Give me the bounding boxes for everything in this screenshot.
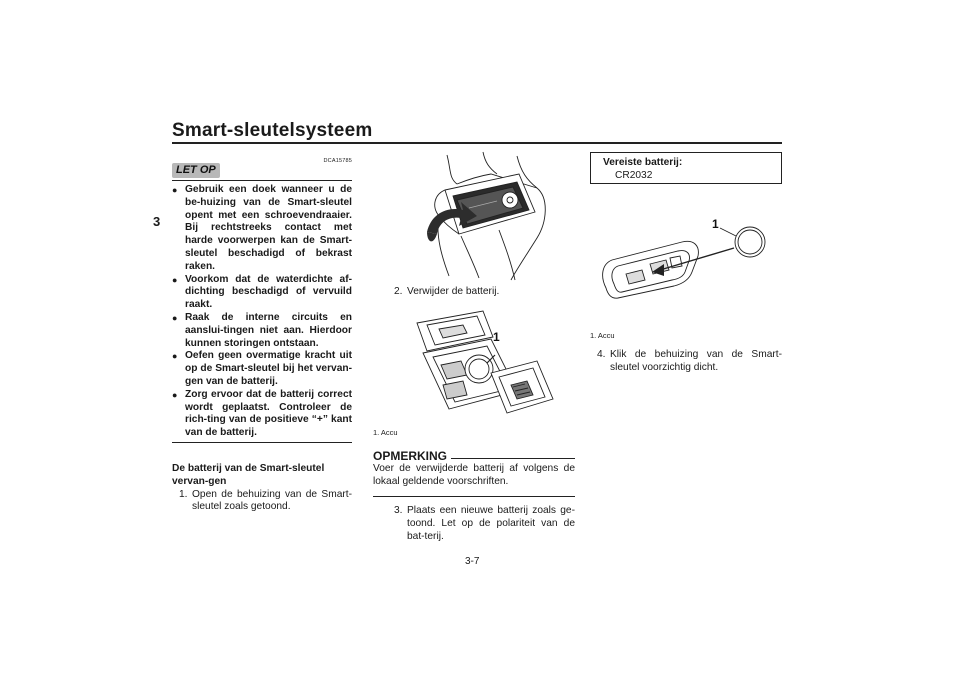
column-left [172,155,352,514]
battery-insert-icon [590,206,782,326]
step-text: Open de behuizing van de Smart-sleutel zoals getoond. [192,488,352,513]
remove-battery-illustration [387,303,575,425]
notice-header [172,155,352,181]
note-title: OPMERKING [373,448,448,463]
notice-list [172,184,352,440]
spec-box [590,152,782,184]
open-key-case-icon [387,303,575,425]
open-case-illustration [387,150,575,282]
notice-badge: LET OP [172,163,220,178]
notice-item: ● Zorg ervoor dat de batterij correct wordt geplaatst. Controleer de rich-ting van de positieve “+” kant van de batterij. [172,389,352,440]
step-4 [590,349,782,375]
notice-divider [172,442,352,443]
notice-item: ● Oefen geen overmatige kracht uit op de Smart-sleutel bij het vervan-gen van de batterij. [172,350,352,388]
insert-figure-callout: 1 [712,217,719,231]
step-number: 2. [394,286,403,297]
figure-caption: 1. Accu [590,331,615,340]
step-text: Plaats een nieuwe batterij zoals ge-toond. Let op de polariteit van de bat-terij. [407,504,575,542]
column-right [590,152,782,374]
page-title: Smart-sleutelsysteem [172,120,373,141]
page-number: 3-7 [465,556,480,567]
header-rule [172,142,782,144]
step-number: 3. [394,504,403,516]
step-3 [387,505,575,543]
insert-battery-illustration [590,206,782,326]
note-divider [373,496,575,497]
notice-item: ● Gebruik een doek wanneer u de be-huizing van de Smart-sleutel opent met een schroevendraaier. Bij rechtstreeks contact met harde voorwerpen kan de Smart-sleutel beschadigd of bekrast raken. [172,184,352,274]
remove-figure-callout: 1 [493,329,500,344]
step-1 [172,489,352,515]
step-number: 4. [597,348,606,360]
column-middle [373,150,575,543]
step-number: 1. [179,488,188,500]
step-text: Verwijder de batterij. [407,286,500,297]
hand-holding-key-icon [387,150,575,282]
section-heading: De batterij van de Smart-sleutel vervan-gen [172,462,325,487]
step-2 [387,286,575,299]
notice-item: ● Voorkom dat de waterdichte af-dichting beschadigd of vervuild raakt. [172,274,352,312]
notice-item: ● Raak de interne circuits en aanslui-tingen niet aan. Hierdoor kunnen storingen ontstaan. [172,312,352,350]
chapter-number: 3 [153,214,161,229]
notice-code: DCA15785 [323,158,352,164]
figure-caption: 1. Accu [373,427,398,437]
note-header [373,450,575,463]
note-rule [451,458,575,459]
spec-value: CR2032 [615,169,653,181]
note-text: Voer de verwijderde batterij af volgens de lokaal geldende voorschriften. [373,463,575,488]
spec-label: Vereiste batterij: [603,157,683,168]
step-text: Klik de behuizing van de Smart-sleutel voorzichtig dicht. [610,348,782,373]
